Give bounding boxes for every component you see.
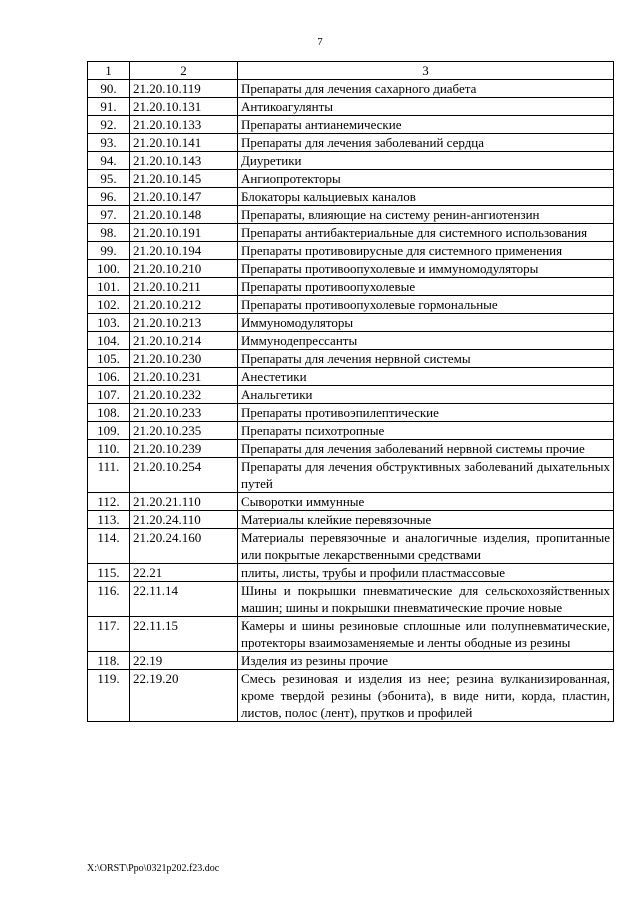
okpd2-code: 21.20.10.191 [130,224,238,242]
table-row [88,350,614,368]
product-description: Сыворотки иммунные [238,493,614,511]
table-row [88,529,614,564]
okpd2-code: 22.19 [130,652,238,670]
product-description: Шины и покрышки пневматические для сельскохозяйственных машин; шины и покрышки пневматические прочие новые [238,582,614,617]
product-description: Диуретики [238,152,614,170]
row-number: 112. [88,493,130,511]
row-number: 102. [88,296,130,314]
product-description: Препараты противовирусные для системного применения [238,242,614,260]
product-description: Препараты для лечения нервной системы [238,350,614,368]
product-description: Препараты противоопухолевые [238,278,614,296]
okpd2-code: 21.20.10.233 [130,404,238,422]
okpd2-code: 21.20.10.214 [130,332,238,350]
row-number: 91. [88,98,130,116]
okpd2-code: 21.20.10.213 [130,314,238,332]
row-number: 96. [88,188,130,206]
table-row [88,332,614,350]
okpd2-code: 22.19.20 [130,670,238,722]
okpd2-code: 21.20.24.160 [130,529,238,564]
table-row [88,564,614,582]
file-path-footer: X:\ORST\Ppo\0321p202.f23.doc [87,863,220,874]
product-description: Препараты антианемические [238,116,614,134]
okpd2-code: 21.20.10.212 [130,296,238,314]
row-number: 98. [88,224,130,242]
table-row [88,582,614,617]
product-description: Камеры и шины резиновые сплошные или полупневматические, протекторы взаимозаменяемые и ленты ободные из резины [238,617,614,652]
okpd2-code: 21.20.10.232 [130,386,238,404]
table-row [88,206,614,224]
product-description: Материалы перевязочные и аналогичные изделия, пропитанные или покрытые лекарственными средствами [238,529,614,564]
table-row [88,652,614,670]
okpd2-code: 21.20.10.254 [130,458,238,493]
table-row [88,224,614,242]
table-row [88,260,614,278]
row-number: 104. [88,332,130,350]
row-number: 103. [88,314,130,332]
okpd2-code: 22.21 [130,564,238,582]
table-row [88,278,614,296]
table-row [88,458,614,493]
product-description: Изделия из резины прочие [238,652,614,670]
column-header-3: 3 [238,62,614,80]
row-number: 118. [88,652,130,670]
row-number: 105. [88,350,130,368]
row-number: 97. [88,206,130,224]
product-description: Препараты для лечения заболеваний сердца [238,134,614,152]
okpd2-code: 21.20.10.133 [130,116,238,134]
table-row [88,116,614,134]
row-number: 115. [88,564,130,582]
table-row [88,404,614,422]
classification-table [87,61,614,722]
okpd2-code: 22.11.14 [130,582,238,617]
table-row [88,617,614,652]
row-number: 110. [88,440,130,458]
product-description: Ангиопротекторы [238,170,614,188]
product-description: Препараты для лечения сахарного диабета [238,80,614,98]
product-description: Иммунодепрессанты [238,332,614,350]
product-description: Препараты противоопухолевые и иммуномодуляторы [238,260,614,278]
table-row [88,386,614,404]
row-number: 101. [88,278,130,296]
product-description: Иммуномодуляторы [238,314,614,332]
okpd2-code: 21.20.10.148 [130,206,238,224]
okpd2-code: 21.20.10.239 [130,440,238,458]
product-description: Препараты антибактериальные для системного использования [238,224,614,242]
table-row [88,368,614,386]
table-row [88,296,614,314]
okpd2-code: 21.20.10.235 [130,422,238,440]
table-body [88,80,614,722]
row-number: 92. [88,116,130,134]
row-number: 99. [88,242,130,260]
table-header-row [88,62,614,80]
product-description: Материалы клейкие перевязочные [238,511,614,529]
okpd2-code: 21.20.10.141 [130,134,238,152]
okpd2-code: 21.20.10.210 [130,260,238,278]
table-row [88,493,614,511]
okpd2-code: 21.20.10.119 [130,80,238,98]
product-description: Анальгетики [238,386,614,404]
table-row [88,152,614,170]
row-number: 106. [88,368,130,386]
okpd2-code: 21.20.10.211 [130,278,238,296]
table-row [88,80,614,98]
table-row [88,670,614,722]
row-number: 90. [88,80,130,98]
column-header-1: 1 [88,62,130,80]
product-description: Препараты противоэпилептические [238,404,614,422]
row-number: 93. [88,134,130,152]
table-row [88,188,614,206]
row-number: 113. [88,511,130,529]
okpd2-code: 21.20.10.145 [130,170,238,188]
table-row [88,170,614,188]
table-row [88,440,614,458]
row-number: 107. [88,386,130,404]
okpd2-code: 21.20.10.194 [130,242,238,260]
product-description: Антикоагулянты [238,98,614,116]
row-number: 119. [88,670,130,722]
okpd2-code: 21.20.10.131 [130,98,238,116]
product-description: Смесь резиновая и изделия из нее; резина вулканизированная, кроме твердой резины (эбонита), в виде нити, корда, пластин, листов, полос (лент), прутков и профилей [238,670,614,722]
product-description: Препараты для лечения заболеваний нервной системы прочие [238,440,614,458]
product-description: Препараты психотропные [238,422,614,440]
product-description: Анестетики [238,368,614,386]
okpd2-code: 21.20.24.110 [130,511,238,529]
page-number: 7 [317,36,323,48]
okpd2-code: 22.11.15 [130,617,238,652]
row-number: 109. [88,422,130,440]
product-description: Препараты противоопухолевые гормональные [238,296,614,314]
okpd2-code: 21.20.10.147 [130,188,238,206]
row-number: 100. [88,260,130,278]
table-row [88,98,614,116]
row-number: 95. [88,170,130,188]
okpd2-code: 21.20.10.231 [130,368,238,386]
okpd2-code: 21.20.21.110 [130,493,238,511]
table-row [88,134,614,152]
column-header-2: 2 [130,62,238,80]
row-number: 117. [88,617,130,652]
product-description: Препараты для лечения обструктивных заболеваний дыхательных путей [238,458,614,493]
okpd2-code: 21.20.10.230 [130,350,238,368]
row-number: 116. [88,582,130,617]
row-number: 111. [88,458,130,493]
table-row [88,422,614,440]
table-row [88,314,614,332]
okpd2-code: 21.20.10.143 [130,152,238,170]
row-number: 94. [88,152,130,170]
table-row [88,511,614,529]
table-row [88,242,614,260]
product-description: Блокаторы кальциевых каналов [238,188,614,206]
row-number: 108. [88,404,130,422]
row-number: 114. [88,529,130,564]
product-description: плиты, листы, трубы и профили пластмассовые [238,564,614,582]
product-description: Препараты, влияющие на систему ренин-ангиотензин [238,206,614,224]
